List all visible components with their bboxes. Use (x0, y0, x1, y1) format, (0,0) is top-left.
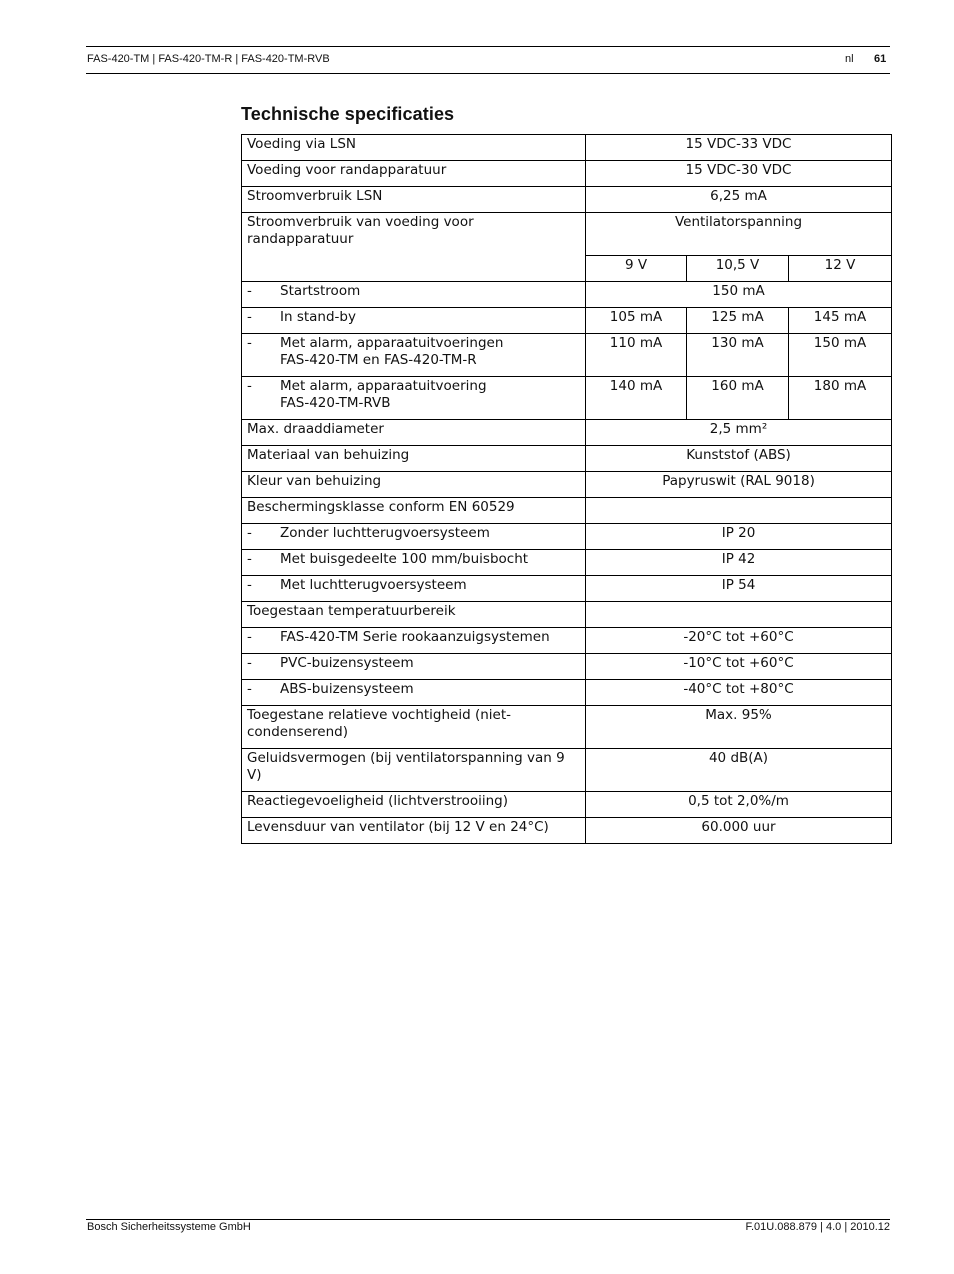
spec-value: Papyruswit (RAL 9018) (586, 472, 892, 498)
bullet-dash: - (247, 335, 252, 351)
table-row (242, 706, 892, 749)
spec-label: Materiaal van behuizing (242, 446, 586, 472)
spec-label: Kleur van behuizing (242, 472, 586, 498)
table-row (242, 749, 892, 792)
spec-value: 130 mA (687, 334, 789, 377)
table-row (242, 282, 892, 308)
spec-value: 0,5 tot 2,0%/m (586, 792, 892, 818)
table-row (242, 377, 892, 420)
header-page-number: 61 (874, 53, 887, 65)
spec-label: Toegestane relatieve vochtigheid (niet-condenserend) (242, 706, 586, 749)
sublabel-text: Met alarm, apparaatuitvoering (280, 378, 487, 394)
spec-value (586, 498, 892, 524)
sublabel-text: Met luchtterugvoersysteem (280, 577, 467, 593)
header-product: FAS-420-TM | FAS-420-TM-R | FAS-420-TM-RVB (87, 53, 330, 65)
table-row (242, 213, 892, 256)
table-row (242, 161, 892, 187)
table-row (242, 498, 892, 524)
spec-sublabel (242, 654, 586, 680)
table-row (242, 446, 892, 472)
header-bottom-rule (86, 73, 890, 74)
table-row (242, 524, 892, 550)
spec-value: IP 42 (586, 550, 892, 576)
spec-label: Stroomverbruik LSN (242, 187, 586, 213)
spec-value: 15 VDC-33 VDC (586, 135, 892, 161)
sublabel-text: FAS-420-TM-RVB (280, 395, 391, 411)
table-row (242, 135, 892, 161)
table-row (242, 680, 892, 706)
bullet-dash: - (247, 551, 252, 567)
spec-table (241, 134, 892, 844)
voltage-header: 12 V (789, 256, 892, 282)
spec-sublabel (242, 628, 586, 654)
spec-sublabel (242, 308, 586, 334)
table-row (242, 792, 892, 818)
sublabel-text: FAS-420-TM Serie rookaanzuigsystemen (280, 629, 550, 645)
spec-value: -40°C tot +80°C (586, 680, 892, 706)
header-language: nl (845, 53, 854, 65)
table-row (242, 654, 892, 680)
spec-value: 150 mA (586, 282, 892, 308)
table-row (242, 420, 892, 446)
spec-sublabel (242, 282, 586, 308)
spec-value: IP 54 (586, 576, 892, 602)
sublabel-text: Met alarm, apparaatuitvoeringen (280, 335, 504, 351)
footer-company: Bosch Sicherheitssysteme GmbH (87, 1221, 251, 1233)
spec-value: 15 VDC-30 VDC (586, 161, 892, 187)
spec-label: Voeding voor randapparatuur (242, 161, 586, 187)
table-row (242, 334, 892, 377)
spec-value: 150 mA (789, 334, 892, 377)
spec-value: 125 mA (687, 308, 789, 334)
sublabel-text: FAS-420-TM en FAS-420-TM-R (280, 352, 477, 368)
spec-value: 6,25 mA (586, 187, 892, 213)
spec-sublabel (242, 334, 586, 377)
table-row (242, 628, 892, 654)
voltage-header: 10,5 V (687, 256, 789, 282)
spec-label: Toegestaan temperatuurbereik (242, 602, 586, 628)
spec-value: -10°C tot +60°C (586, 654, 892, 680)
spec-label: Reactiegevoeligheid (lichtverstrooiing) (242, 792, 586, 818)
spec-sublabel (242, 680, 586, 706)
bullet-dash: - (247, 309, 252, 325)
table-row (242, 550, 892, 576)
spec-sublabel (242, 550, 586, 576)
sublabel-text: ABS-buizensysteem (280, 681, 414, 697)
table-row (242, 187, 892, 213)
page-title: Technische specificaties (241, 104, 455, 124)
sublabel-text: PVC-buizensysteem (280, 655, 414, 671)
sublabel-text: Met buisgedeelte 100 mm/buisbocht (280, 551, 529, 567)
spec-label: Beschermingsklasse conform EN 60529 (242, 498, 586, 524)
table-row (242, 308, 892, 334)
spec-value (586, 602, 892, 628)
sublabel-text: Startstroom (280, 283, 361, 299)
voltage-header: 9 V (586, 256, 687, 282)
spec-label: Geluidsvermogen (bij ventilatorspanning van 9 V) (242, 749, 586, 792)
spec-label: Max. draaddiameter (242, 420, 586, 446)
table-row (242, 576, 892, 602)
spec-sublabel (242, 377, 586, 420)
bullet-dash: - (247, 629, 252, 645)
sublabel-text: In stand-by (280, 309, 356, 325)
header-top-rule (86, 46, 890, 47)
spec-value: Max. 95% (586, 706, 892, 749)
spec-value: 60.000 uur (586, 818, 892, 844)
spec-value: 160 mA (687, 377, 789, 420)
bullet-dash: - (247, 378, 252, 394)
spec-value: Kunststof (ABS) (586, 446, 892, 472)
spec-value: 110 mA (586, 334, 687, 377)
spec-sublabel (242, 576, 586, 602)
table-row (242, 602, 892, 628)
bullet-dash: - (247, 283, 252, 299)
spec-value: 2,5 mm² (586, 420, 892, 446)
spec-value: Ventilatorspanning (586, 213, 892, 256)
spec-label: Levensduur van ventilator (bij 12 V en 24°C) (242, 818, 586, 844)
spec-value: 105 mA (586, 308, 687, 334)
bullet-dash: - (247, 655, 252, 671)
spec-value: 145 mA (789, 308, 892, 334)
spec-value: 140 mA (586, 377, 687, 420)
spec-label: Voeding via LSN (242, 135, 586, 161)
spec-value: 40 dB(A) (586, 749, 892, 792)
spec-value: 180 mA (789, 377, 892, 420)
bullet-dash: - (247, 525, 252, 541)
footer-document-reference: F.01U.088.879 | 4.0 | 2010.12 (745, 1221, 890, 1233)
spec-sublabel (242, 524, 586, 550)
spec-label: Stroomverbruik van voeding voor randapparatuur (242, 213, 586, 282)
table-row (242, 472, 892, 498)
spec-value: IP 20 (586, 524, 892, 550)
bullet-dash: - (247, 681, 252, 697)
spec-value: -20°C tot +60°C (586, 628, 892, 654)
table-row (242, 818, 892, 844)
bullet-dash: - (247, 577, 252, 593)
sublabel-text: Zonder luchtterugvoersysteem (280, 525, 490, 541)
